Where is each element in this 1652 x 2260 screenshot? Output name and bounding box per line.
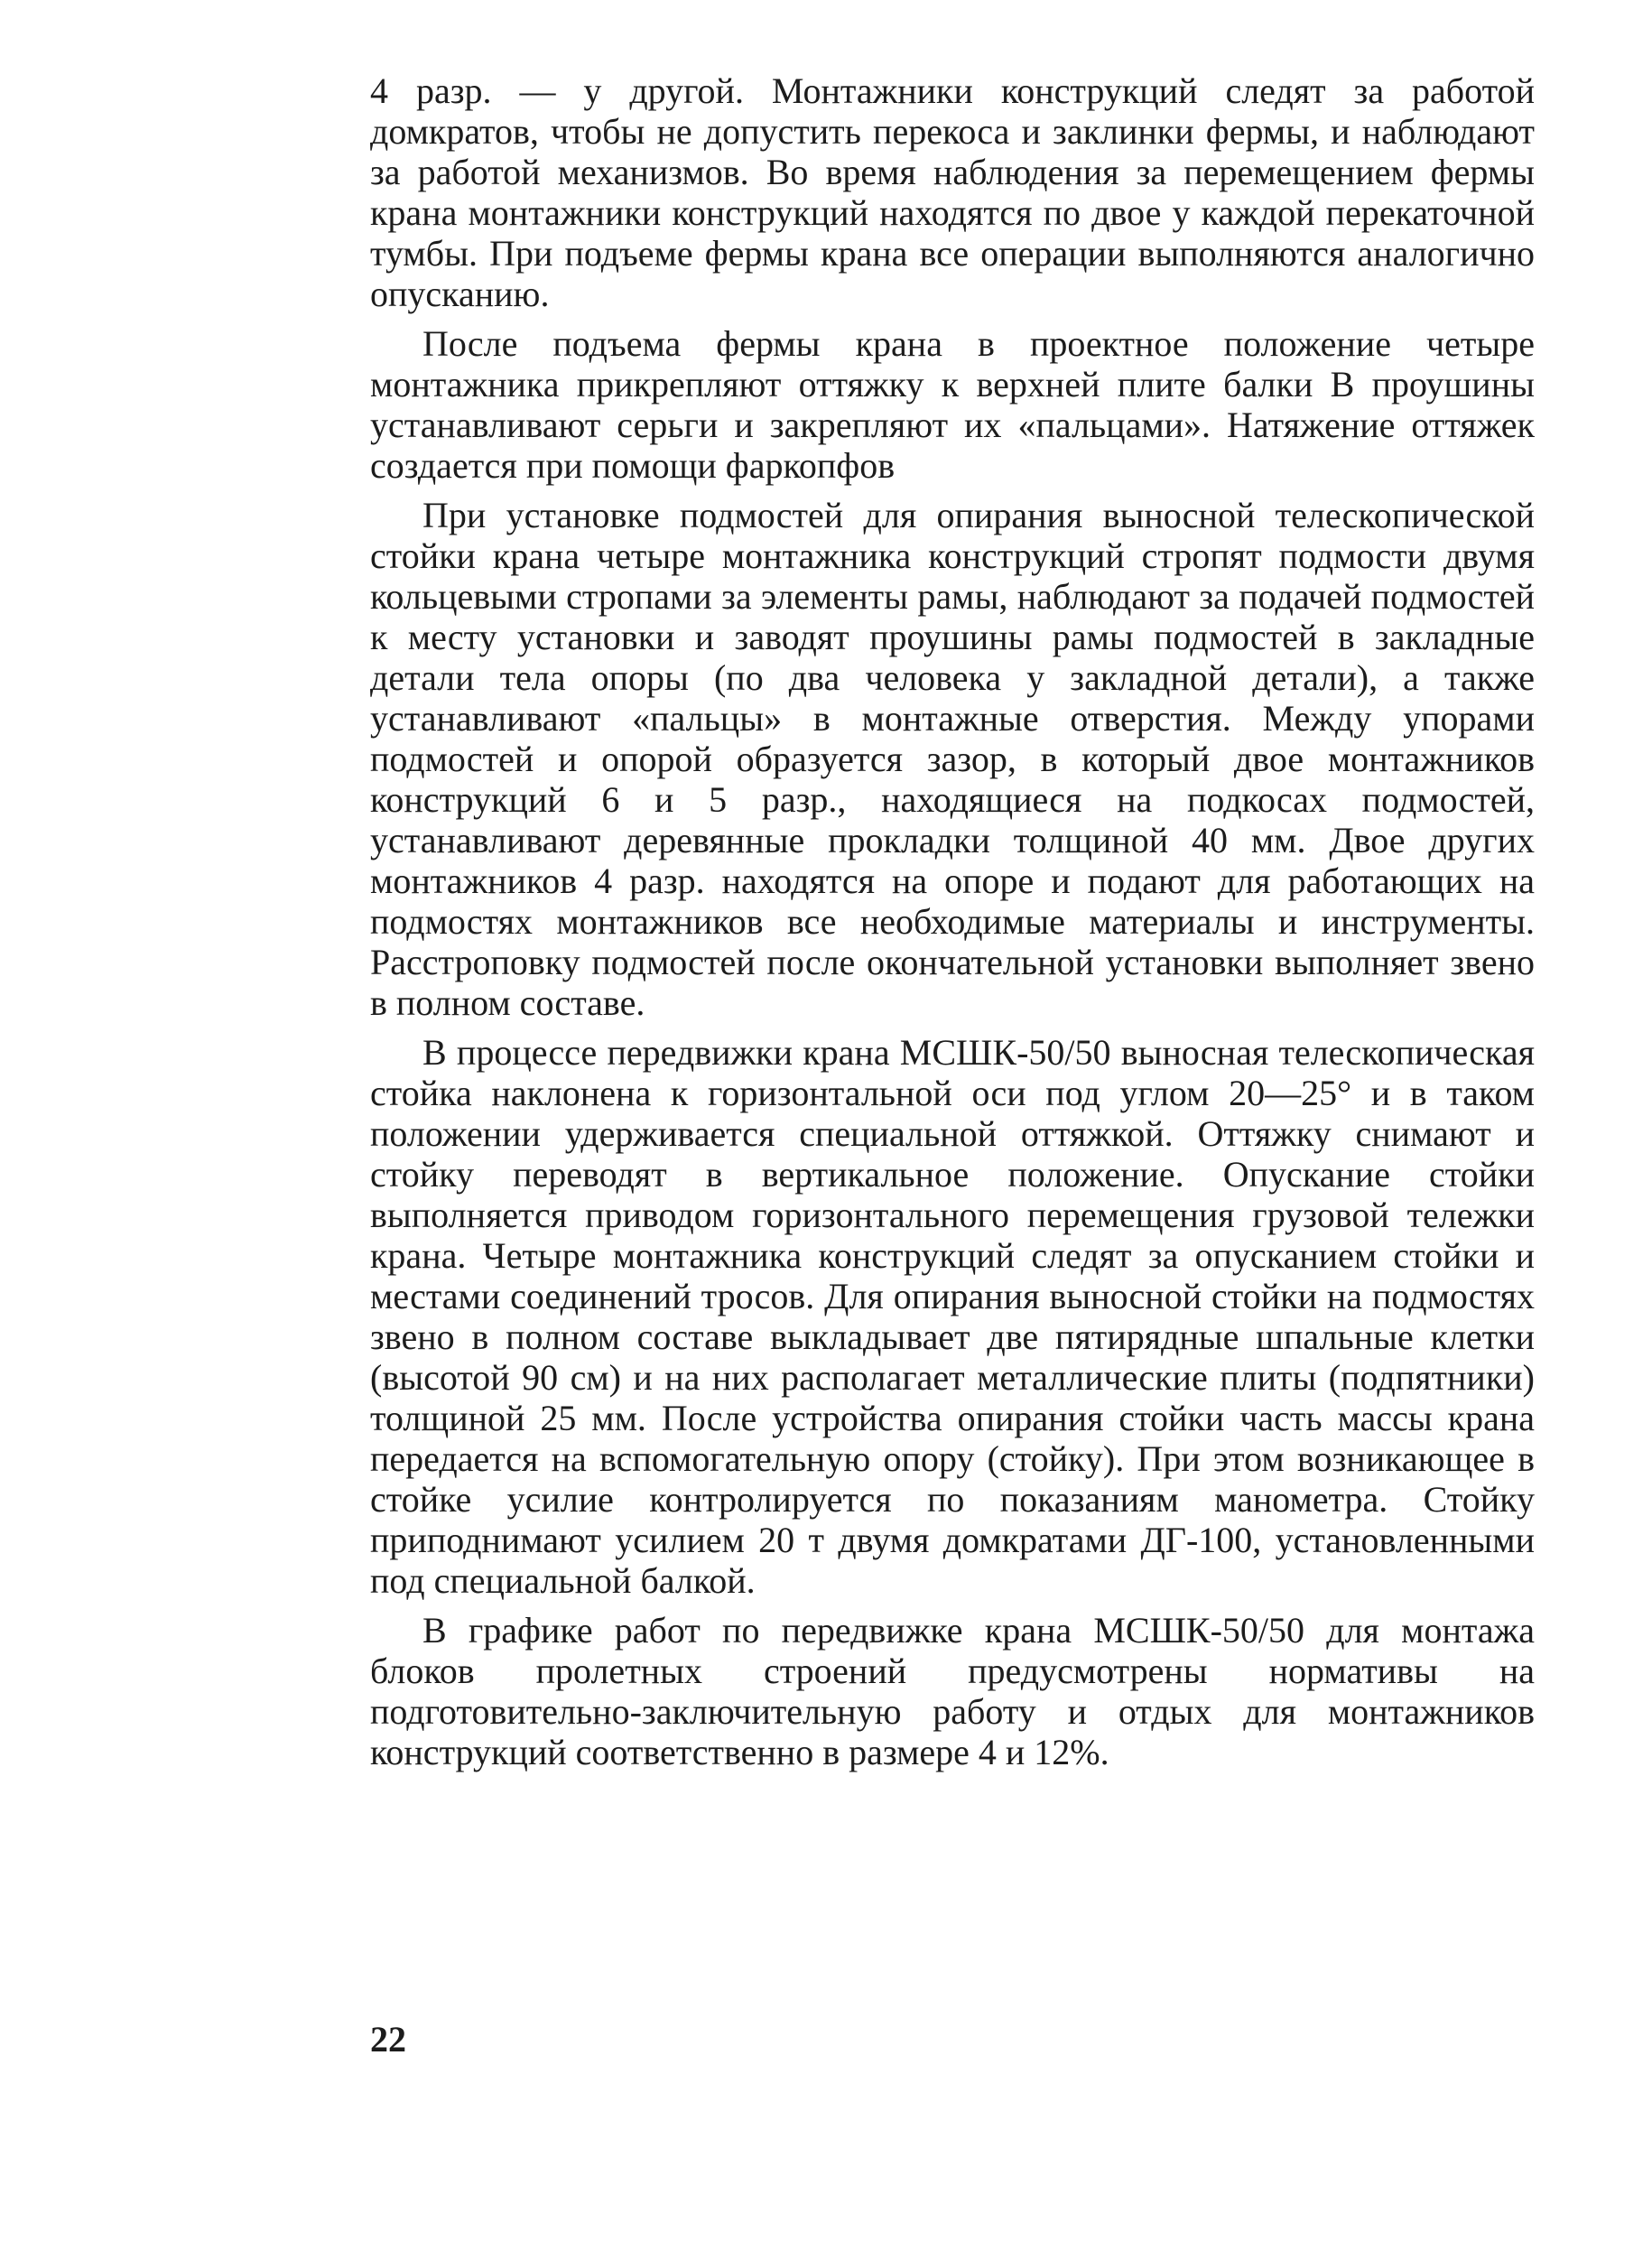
paragraph-4: В процессе передвижки крана МСШК-50/50 выносная телескопическая стойка наклонена к горизонтальной оси под углом 20—25° и в таком положении удерживается специальной оттяжкой. Оттяжку снимают и стойку переводят в вертикальное положение. Опускание стойки выполняется приводом горизонтального перемещения грузовой тележки крана. Четыре монтажника конструкций следят за опусканием стойки и местами соединений тросов. Для опирания выносной стойки на подмостях звено в полном составе выкладывает две пятирядные шпальные клетки (высотой 90 см) и на них располагает металлические плиты (подпятники) толщиной 25 мм. После устройства опирания стойки часть массы крана передается на вспомогательную опору (стойку). При этом возникающее в стойке усилие контролируется по показаниям манометра. Стойку приподнимают усилием 20 т двумя домкратами ДГ-100, установленными под специальной балкой. [370,1032,1535,1601]
paragraph-5: В графике работ по передвижке крана МСШК-50/50 для монтажа блоков пролетных строений предусмотрены нормативы на подготовительно-заключительную работу и отдых для монтажников конструкций соответственно в размере 4 и 12%. [370,1610,1535,1772]
paragraph-2: После подъема фермы крана в проектное положение четыре монтажника прикрепляют оттяжку к верхней плите балки В проушины устанавливают серьги и закрепляют их «пальцами». Натяжение оттяжек создается при помощи фаркопфов [370,323,1535,486]
page-body [370,70,1535,1772]
paragraph-3: При установке подмостей для опирания выносной телескопической стойки крана четыре монтажника конструкций стропят подмости двумя кольцевыми стропами за элементы рамы, наблюдают за подачей подмостей к месту установки и заводят проушины рамы подмостей в закладные детали тела опоры (по два человека у закладной детали), а также устанавливают «пальцы» в монтажные отверстия. Между упорами подмостей и опорой образуется зазор, в который двое монтажников конструкций 6 и 5 разр., находящиеся на подкосах подмостей, устанавливают деревянные прокладки толщиной 40 мм. Двое других монтажников 4 разр. находятся на опоре и подают для работающих на подмостях монтажников все необходимые материалы и инструменты. Расстроповку подмостей после окончательной установки выполняет звено в полном составе. [370,495,1535,1023]
paragraph-1: 4 разр. — у другой. Монтажники конструкций следят за работой домкратов, чтобы не допустить перекоса и заклинки фермы, и наблюдают за работой механизмов. Во время наблюдения за перемещением фермы крана монтажники конструкций находятся по двое у каждой перекаточной тумбы. При подъеме фермы крана все операции выполняются аналогично опусканию. [370,70,1535,314]
page-number: 22 [370,2019,406,2060]
